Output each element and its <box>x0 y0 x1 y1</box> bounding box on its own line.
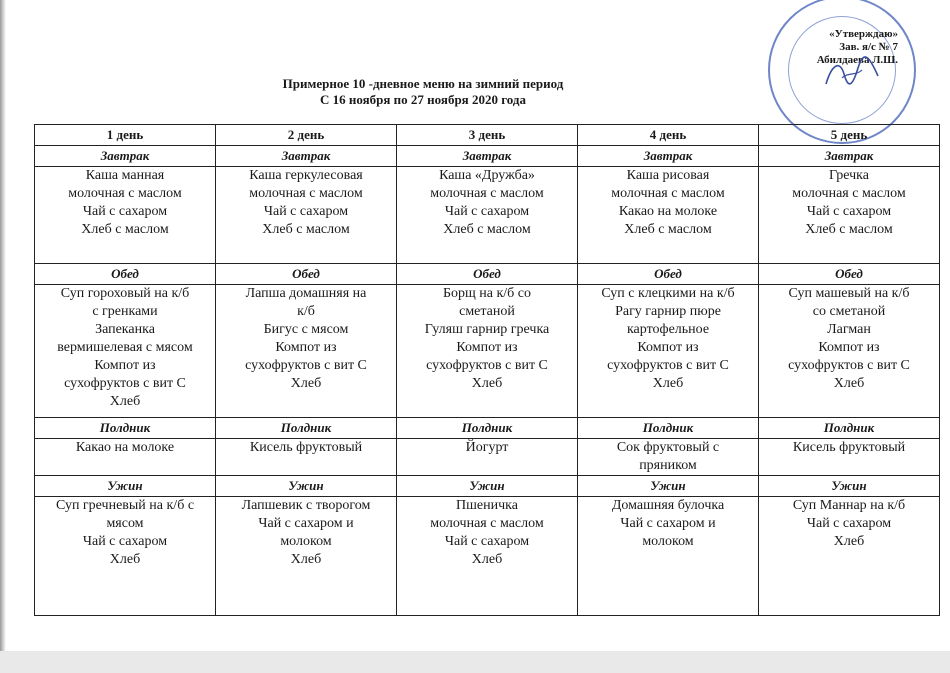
menu-cell <box>578 497 759 616</box>
day-header: 4 день <box>578 125 759 146</box>
meal-label-dinner: Ужин <box>397 476 578 497</box>
menu-cell <box>216 439 397 476</box>
dish-list: Суп с клецкими на к/б Рагу гарнир пюре картофельное Компот из сухофруктов с вит С Хлеб <box>601 286 735 391</box>
dish-list: Суп машевый на к/б со сметаной Лагман Компот из сухофруктов с вит С Хлеб <box>788 286 910 391</box>
meal-label-lunch: Обед <box>35 264 216 285</box>
dish-list: Кисель фруктовый <box>792 440 906 455</box>
dish-list: Суп гречневый на к/б с мясом Чай с сахаром Хлеб <box>55 498 195 567</box>
meal-label-dinner: Ужин <box>759 476 940 497</box>
day-header: 5 день <box>759 125 940 146</box>
menu-cell <box>216 167 397 264</box>
dish-list: Суп Маннар на к/б Чай с сахаром Хлеб <box>792 498 906 549</box>
meal-label-dinner: Ужин <box>578 476 759 497</box>
approval-name: Абилдаева Л.Ш. <box>816 54 898 66</box>
lunch-row <box>35 285 940 418</box>
meal-label-snack: Полдник <box>578 418 759 439</box>
meal-label-dinner: Ужин <box>216 476 397 497</box>
meal-label-lunch: Обед <box>216 264 397 285</box>
menu-cell <box>759 285 940 418</box>
meal-label-breakfast: Завтрак <box>578 146 759 167</box>
menu-cell <box>397 285 578 418</box>
dish-list: Каша манная молочная с маслом Чай с сахаром Хлеб с маслом <box>68 168 182 237</box>
menu-cell <box>578 439 759 476</box>
days-header-row <box>35 125 940 146</box>
meal-label-lunch: Обед <box>578 264 759 285</box>
dish-list: Кисель фруктовый <box>249 440 363 455</box>
snack-header-row <box>35 418 940 439</box>
day-header: 1 день <box>35 125 216 146</box>
menu-cell <box>759 439 940 476</box>
menu-cell <box>578 285 759 418</box>
menu-cell <box>759 497 940 616</box>
dish-list: Лапшевик с творогом Чай с сахаром и молоком Хлеб <box>241 498 371 567</box>
dish-list: Домашняя булочка Чай с сахаром и молоком <box>611 498 725 549</box>
menu-cell <box>397 167 578 264</box>
meal-label-breakfast: Завтрак <box>35 146 216 167</box>
dish-list: Сок фруктовый с пряником <box>616 440 720 473</box>
dish-list: Борщ на к/б со сметаной Гуляш гарнир гречка Компот из сухофруктов с вит С Хлеб <box>424 286 550 391</box>
approval-position: Зав. я/с № 7 <box>839 41 898 53</box>
menu-cell <box>216 285 397 418</box>
dish-list: Каша геркулесовая молочная с маслом Чай с сахаром Хлеб с маслом <box>249 168 363 237</box>
menu-cell <box>216 497 397 616</box>
breakfast-header-row <box>35 146 940 167</box>
breakfast-row <box>35 167 940 264</box>
meal-label-lunch: Обед <box>397 264 578 285</box>
menu-cell <box>35 439 216 476</box>
dish-list: Суп гороховый на к/б с гренками Запеканка вермишелевая с мясом Компот из сухофруктов с вит С Хлеб <box>57 286 193 409</box>
dish-list: Каша «Дружба» молочная с маслом Чай с сахаром Хлеб с маслом <box>430 168 544 237</box>
dish-list: Пшеничка молочная с маслом Чай с сахаром Хлеб <box>430 498 544 567</box>
day-header: 2 день <box>216 125 397 146</box>
meal-label-snack: Полдник <box>759 418 940 439</box>
meal-label-snack: Полдник <box>397 418 578 439</box>
document-header <box>0 76 950 108</box>
snack-row <box>35 439 940 476</box>
menu-cell <box>35 285 216 418</box>
meal-label-dinner: Ужин <box>35 476 216 497</box>
meal-label-snack: Полдник <box>35 418 216 439</box>
lunch-header-row <box>35 264 940 285</box>
document-title: Примерное 10 -дневное меню на зимний период <box>282 76 564 91</box>
dish-list: Какао на молоке <box>75 440 175 455</box>
menu-cell <box>397 439 578 476</box>
menu-cell <box>759 167 940 264</box>
dish-list: Каша рисовая молочная с маслом Какао на молоке Хлеб с маслом <box>611 168 725 237</box>
dish-list: Гречка молочная с маслом Чай с сахаром Хлеб с маслом <box>792 168 906 237</box>
scan-shadow-bottom <box>0 651 950 673</box>
dish-list: Йогурт <box>465 440 509 455</box>
menu-table <box>34 124 940 616</box>
menu-cell <box>35 497 216 616</box>
dinner-row <box>35 497 940 616</box>
document-period: С 16 ноября по 27 ноября 2020 года <box>320 92 526 107</box>
approval-title: «Утверждаю» <box>829 28 898 40</box>
meal-label-lunch: Обед <box>759 264 940 285</box>
menu-cell <box>35 167 216 264</box>
dinner-header-row <box>35 476 940 497</box>
meal-label-breakfast: Завтрак <box>216 146 397 167</box>
meal-label-snack: Полдник <box>216 418 397 439</box>
menu-cell <box>397 497 578 616</box>
meal-label-breakfast: Завтрак <box>759 146 940 167</box>
day-header: 3 день <box>397 125 578 146</box>
meal-label-breakfast: Завтрак <box>397 146 578 167</box>
dish-list: Лапша домашняя на к/б Бигус с мясом Компот из сухофруктов с вит С Хлеб <box>245 286 367 391</box>
menu-cell <box>578 167 759 264</box>
